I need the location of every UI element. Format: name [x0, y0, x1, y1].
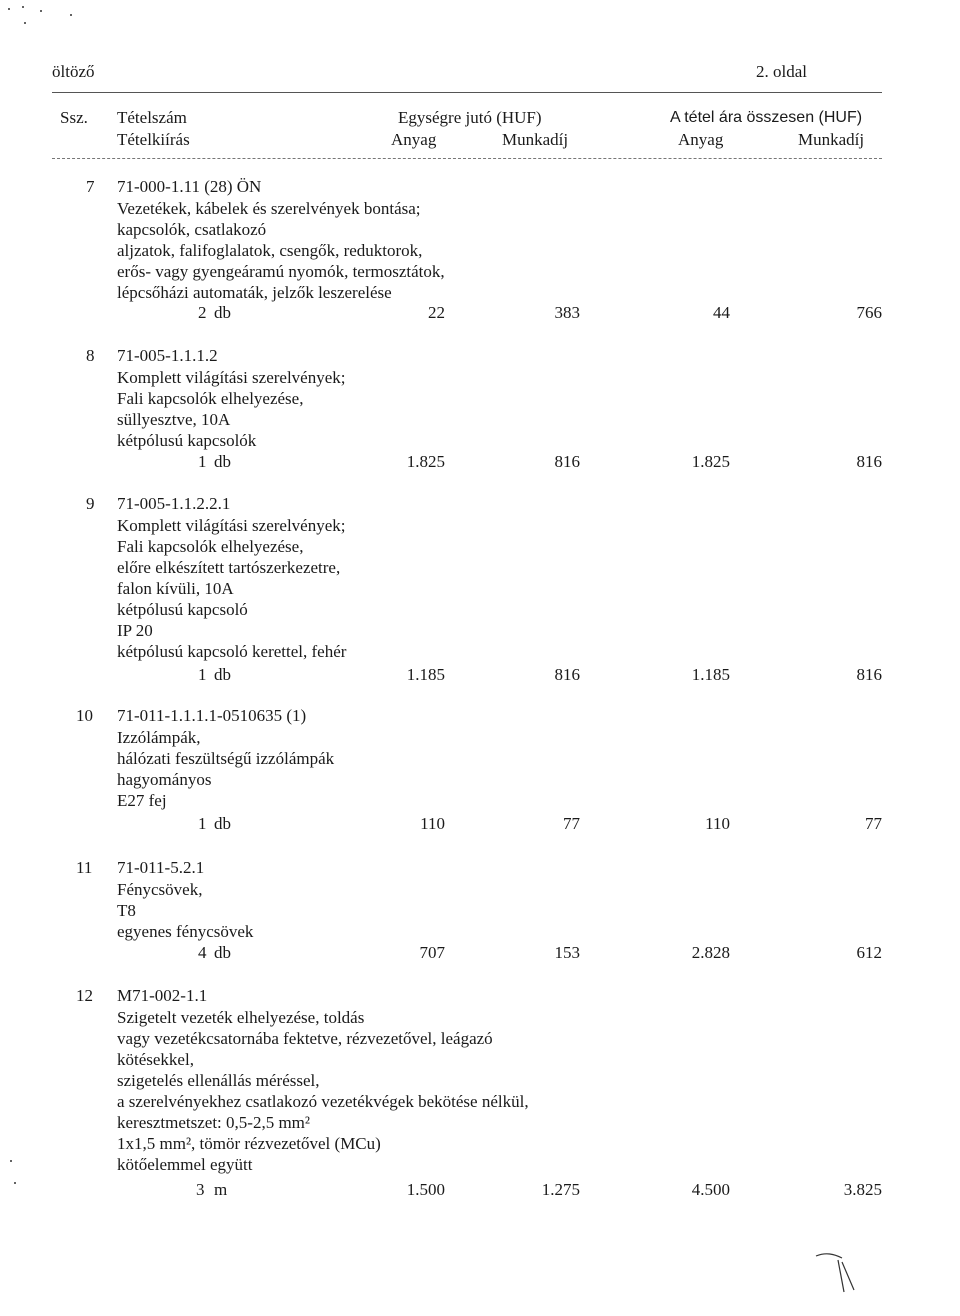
item-unit: db [214, 814, 231, 833]
total-labor-price: 612 [856, 943, 882, 962]
column-header-divider [52, 158, 882, 159]
item-code: 71-000-1.11 (28) ÖN [117, 177, 262, 196]
item-quantity: 1 [198, 665, 207, 684]
item-description-line: kötőelemmel együtt [117, 1155, 253, 1174]
item-quantity: 1 [198, 452, 207, 471]
item-description-line: Fali kapcsolók elhelyezése, [117, 537, 304, 556]
item-description-line: E27 fej [117, 791, 167, 810]
item-description-line: Fénycsövek, [117, 880, 203, 899]
item-description-line: kétpólusú kapcsoló [117, 600, 248, 619]
total-material-price: 44 [713, 303, 730, 322]
column-header-unit-price: Egységre jutó (HUF) [398, 108, 542, 127]
item-description-line: lépcsőházi automaták, jelzők leszerelése [117, 283, 392, 302]
item-number: 12 [76, 986, 93, 1005]
item-description-line: aljzatok, falifoglalatok, csengők, reduktorok, [117, 241, 423, 260]
page-number: 2. oldal [756, 62, 807, 81]
column-header-total-material: Anyag [678, 130, 724, 149]
item-number: 8 [86, 346, 95, 365]
total-labor-price: 816 [856, 452, 882, 471]
total-labor-price: 816 [856, 665, 882, 684]
column-header-total-price: A tétel ára összesen (HUF) [670, 109, 863, 126]
unit-material-price: 1.185 [406, 665, 445, 684]
unit-material-price: 110 [420, 814, 445, 833]
unit-labor-price: 77 [563, 814, 580, 833]
item-quantity: 1 [198, 814, 207, 833]
unit-material-price: 1.825 [406, 452, 445, 471]
item-description-line: IP 20 [117, 621, 153, 640]
unit-material-price: 707 [419, 943, 445, 962]
unit-labor-price: 1.275 [541, 1180, 580, 1199]
total-material-price: 1.185 [691, 665, 730, 684]
item-description-line: keresztmetszet: 0,5-2,5 mm² [117, 1113, 310, 1132]
item-description-line: kétpólusú kapcsoló kerettel, fehér [117, 642, 347, 661]
total-labor-price: 766 [856, 303, 882, 322]
column-header-material: Anyag [391, 130, 437, 149]
item-description-line: szigetelés ellenállás méréssel, [117, 1071, 320, 1090]
document-title: öltöző [52, 62, 95, 81]
item-description-line: Szigetelt vezeték elhelyezése, toldás [117, 1008, 365, 1027]
total-material-price: 4.500 [691, 1180, 730, 1199]
item-description-line: süllyesztve, 10A [117, 410, 231, 429]
column-header-no: Ssz. [60, 108, 88, 127]
item-description-line: kötésekkel, [117, 1050, 194, 1069]
item-quantity: 2 [198, 303, 207, 322]
header-divider [52, 92, 882, 93]
unit-labor-price: 383 [554, 303, 580, 322]
total-material-price: 110 [705, 814, 730, 833]
column-header-item-desc: Tételkiírás [117, 130, 190, 149]
item-unit: db [214, 943, 231, 962]
unit-material-price: 22 [428, 303, 445, 322]
column-header-item-code: Tételszám [117, 108, 187, 127]
item-description-line: egyenes fénycsövek [117, 922, 254, 941]
item-code: 71-005-1.1.1.2 [117, 346, 218, 365]
unit-labor-price: 816 [554, 665, 580, 684]
item-unit: db [214, 303, 231, 322]
item-description-line: T8 [117, 901, 136, 920]
item-description-line: hagyományos [117, 770, 212, 789]
item-quantity: 4 [198, 943, 207, 962]
item-description-line: vagy vezetékcsatornába fektetve, rézvezetővel, leágazó [117, 1029, 493, 1048]
item-quantity: 3 [196, 1180, 205, 1199]
item-description-line: kapcsolók, csatlakozó [117, 220, 267, 239]
total-labor-price: 3.825 [843, 1180, 882, 1199]
scan-speck [24, 22, 26, 24]
total-labor-price: 77 [865, 814, 882, 833]
handwritten-mark-icon [812, 1250, 862, 1300]
item-description-line: Fali kapcsolók elhelyezése, [117, 389, 304, 408]
item-description-line: erős- vagy gyengeáramú nyomók, termosztátok, [117, 262, 445, 281]
item-number: 10 [76, 706, 93, 725]
unit-material-price: 1.500 [406, 1180, 445, 1199]
scan-speck [40, 10, 42, 12]
item-number: 7 [86, 177, 95, 196]
item-description-line: hálózati feszültségű izzólámpák [117, 749, 335, 768]
item-code: M71-002-1.1 [117, 986, 208, 1005]
column-header-total-labor: Munkadíj [798, 130, 865, 149]
item-description-line: Izzólámpák, [117, 728, 201, 747]
item-description-line: Vezetékek, kábelek és szerelvények bontása; [117, 199, 421, 218]
item-description-line: Komplett világítási szerelvények; [117, 368, 346, 387]
item-unit: db [214, 665, 231, 684]
item-description-line: falon kívüli, 10A [117, 579, 234, 598]
column-header-labor: Munkadíj [502, 130, 569, 149]
item-description-line: kétpólusú kapcsolók [117, 431, 257, 450]
item-code: 71-005-1.1.2.2.1 [117, 494, 231, 513]
item-description-line: a szerelvényekhez csatlakozó vezetékvégek bekötése nélkül, [117, 1092, 529, 1111]
scan-speck [22, 6, 24, 8]
unit-labor-price: 816 [554, 452, 580, 471]
item-description-line: előre elkészített tartószerkezetre, [117, 558, 341, 577]
item-code: 71-011-5.2.1 [117, 858, 205, 877]
scan-speck [14, 1182, 16, 1184]
unit-labor-price: 153 [554, 943, 580, 962]
item-number: 9 [86, 494, 95, 513]
item-number: 11 [76, 858, 93, 877]
scan-speck [10, 1160, 12, 1162]
item-description-line: 1x1,5 mm², tömör rézvezetővel (MCu) [117, 1134, 381, 1153]
item-description-line: Komplett világítási szerelvények; [117, 516, 346, 535]
total-material-price: 2.828 [691, 943, 730, 962]
total-material-price: 1.825 [691, 452, 730, 471]
scan-speck [8, 8, 10, 10]
item-unit: db [214, 452, 231, 471]
item-code: 71-011-1.1.1.1-0510635 (1) [117, 706, 307, 725]
item-unit: m [214, 1180, 228, 1199]
scan-speck [70, 14, 72, 16]
